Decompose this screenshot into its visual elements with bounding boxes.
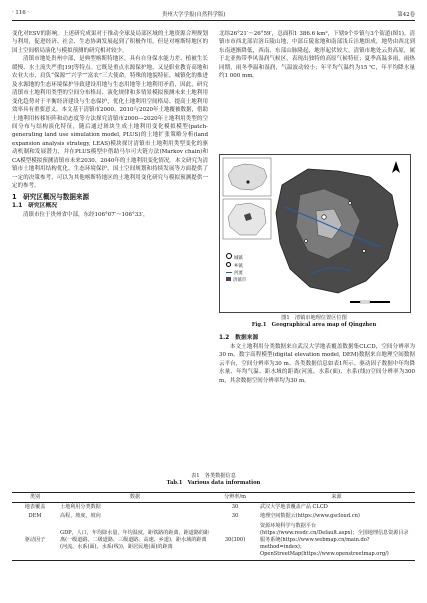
paragraph: 清镇市地处贵州中部，是典型喀斯特地区，具有自身保水能力差、植被生长缓慢、水土流失严重[19]等特点。它既是重点水源保护地，又是职业教育高地和农业大市，肩负“保源”“兴学”“富农”三大使命。特殊的地貌特征、城镇化的推进及水源地的生态环境保护导致建设用地与生态用地等土地利用矛盾，因此，研究清镇市土地利用类型的空间分布格局、演化规律和多情景模拟预测未来土地利用变化趋势对于平衡经济建设与生态保护，优化土地利用空间格局、提高土地利用效率具有重要意义。本文基于清镇市2000、2010与2020年土地覆被数据，借助土地利用转移矩阵和动态度等方法探究清镇市2000—2020年土地利用类型的空间分布与结构演化特征，随后通过斑块生成土地利用变化模拟模型(patch-generating land use simulation model, PLUS)的土地扩张策略分析(land expansion analysis strategy, LEAS)模块探讨清镇市土地利用类型变化的驱动机制和发展潜力，并在PLUS模型中借助马尔可夫链方法(Markov chain)和CA模型模拟预测清镇市未来2030、2040年的土地利用变化情况。本文研究为清镇市土地利用结构优化、生态环境保护、国土空间规划和持续发展等方面提供了一定的决策参考，可以为其他喀斯特地区的土地利用变化研究与模拟预测提供一定的参考。 [12, 56, 208, 190]
column-header: 数据 [58, 493, 212, 503]
volume-number: 第42卷 [397, 12, 415, 18]
cell-resolution: 30 [231, 504, 239, 511]
table-row [12, 503, 415, 513]
legend-item: 清镇市 [226, 277, 276, 284]
figure-caption [219, 314, 409, 328]
column-header: 分辨率/m [212, 493, 258, 503]
cell-resolution: 30 [231, 513, 239, 520]
table-caption-cn: 表1 各类数据信息 [191, 473, 236, 479]
cell-source: 资源环境科学与数据平台(https://www.resdc.cn/Default.aspx)；全国地理信息资源目录服务系统(https://www.webmap.cn/main.do?method=index)；OpenStreetMap(https://www.openstreetmap.org/) [258, 522, 415, 561]
scale-bar-segment [360, 301, 370, 303]
page-number: · 116 · [12, 10, 30, 16]
cell-data: GDP，人口，年均降水量，年均温度，距铁路的距离，距道路的距离(一级道路、二级道路、三级道路、高速、乡道)，距水域的距离(河流、水系(面)、水系(线))，距居民地(面)的距离 [58, 522, 212, 561]
section-heading: 1 研究区概况与数据来源 [12, 192, 90, 201]
subsection-heading: 1.1 研究区概况 [12, 202, 58, 209]
paragraph: 本文土地利用分类数据来自武汉大学地表覆盖数据集CLCD，空间分辨率为30 m。数字高程模型(digital elevation model, DEM)数据来自地理空间数据云平台，空间分辨率为30 m。各类数据信息如表1所示。驱动因子数据中年均降水量、年均气温、距水域的距离(河流、水系(面)、水系(线))空间分辨率为300 m，其余数据空间分辨率均为30 m。 [219, 344, 415, 384]
table-header-row [12, 493, 415, 503]
left-column [12, 30, 208, 219]
table-row [12, 522, 415, 561]
table-caption [12, 472, 415, 486]
town-marker [305, 240, 308, 243]
cell-category: DEM [28, 513, 42, 520]
cell-data: 高程，坡度，坡向 [60, 513, 101, 520]
header-rule [12, 20, 415, 21]
inset-marker [246, 180, 249, 183]
running-header [12, 8, 415, 20]
cell-category: 地表覆盖 [24, 504, 46, 511]
journal-title: 贵州大学学报(自然科学版) [162, 12, 226, 18]
north-arrow-icon [392, 161, 400, 173]
data-info-table [12, 492, 415, 561]
figure-caption-en: Fig.1 Geographical area map of Qingzhen [251, 322, 377, 328]
table-row [12, 512, 415, 521]
town-marker [349, 202, 352, 205]
city-marker [322, 215, 326, 219]
figure-caption-cn: 图1 清镇市地理位置区位图 [281, 315, 347, 321]
legend-item: 城镇 [226, 253, 276, 262]
table-caption-en: Tab.1 Various data information [166, 480, 261, 486]
town-marker [363, 250, 366, 253]
location-map-figure [219, 154, 411, 313]
paragraph: 变化对ESV的影响。上述研究成果对于推动全球及局部区域的土地资源合理规划与利用，促进经济、社会、生态协调发展起到了积极作用，但是对喀斯特地区的国土空间格局演化与模拟预测的研究相对较少。 [12, 31, 208, 54]
cell-resolution: 30(300) [212, 522, 258, 561]
paragraph: 北纬26°21′～26°59′，总面积1 386.6 km²，下辖9个乡镇与3个街道(图1)。清镇市市西北部岩溶丘陵山地，中部丘陵盆地和南部浅丘洼地组成，地势由西北到东南逐渐降低，西南、东部山脉隆起，地形起伏较大。清镇市地处云贵高原，属于北亚热带季风湿润气候区，表现出独特的高原气候特征；夏季高温多雨，雨热同期，雨冬季温和湿润，气温波动较小；年平均气温约为15 ℃，年平均降水量约1 000 mm。 [219, 31, 415, 80]
column-header: 来源 [258, 493, 415, 503]
cell-category: 驱动因子 [12, 522, 58, 561]
legend-item: 乡镇 [226, 262, 276, 270]
location-map [220, 155, 410, 312]
cell-data: 土地利用分类数据 [60, 504, 101, 511]
right-column-top [219, 30, 415, 81]
right-column-bottom [219, 334, 415, 385]
map-legend [226, 253, 276, 284]
legend-item: 河流 [226, 270, 276, 277]
column-header: 类别 [12, 493, 58, 503]
paragraph: 清镇市位于贵州省中部，东经106°07′～106°33′， [23, 211, 149, 218]
cell-source: 地理空间数据云(https://www.gscloud.cn) [260, 513, 360, 520]
subsection-heading: 1.2 数据来源 [219, 335, 259, 341]
cell-source: 武汉大学地表覆盖产品 CLCD [260, 504, 328, 511]
